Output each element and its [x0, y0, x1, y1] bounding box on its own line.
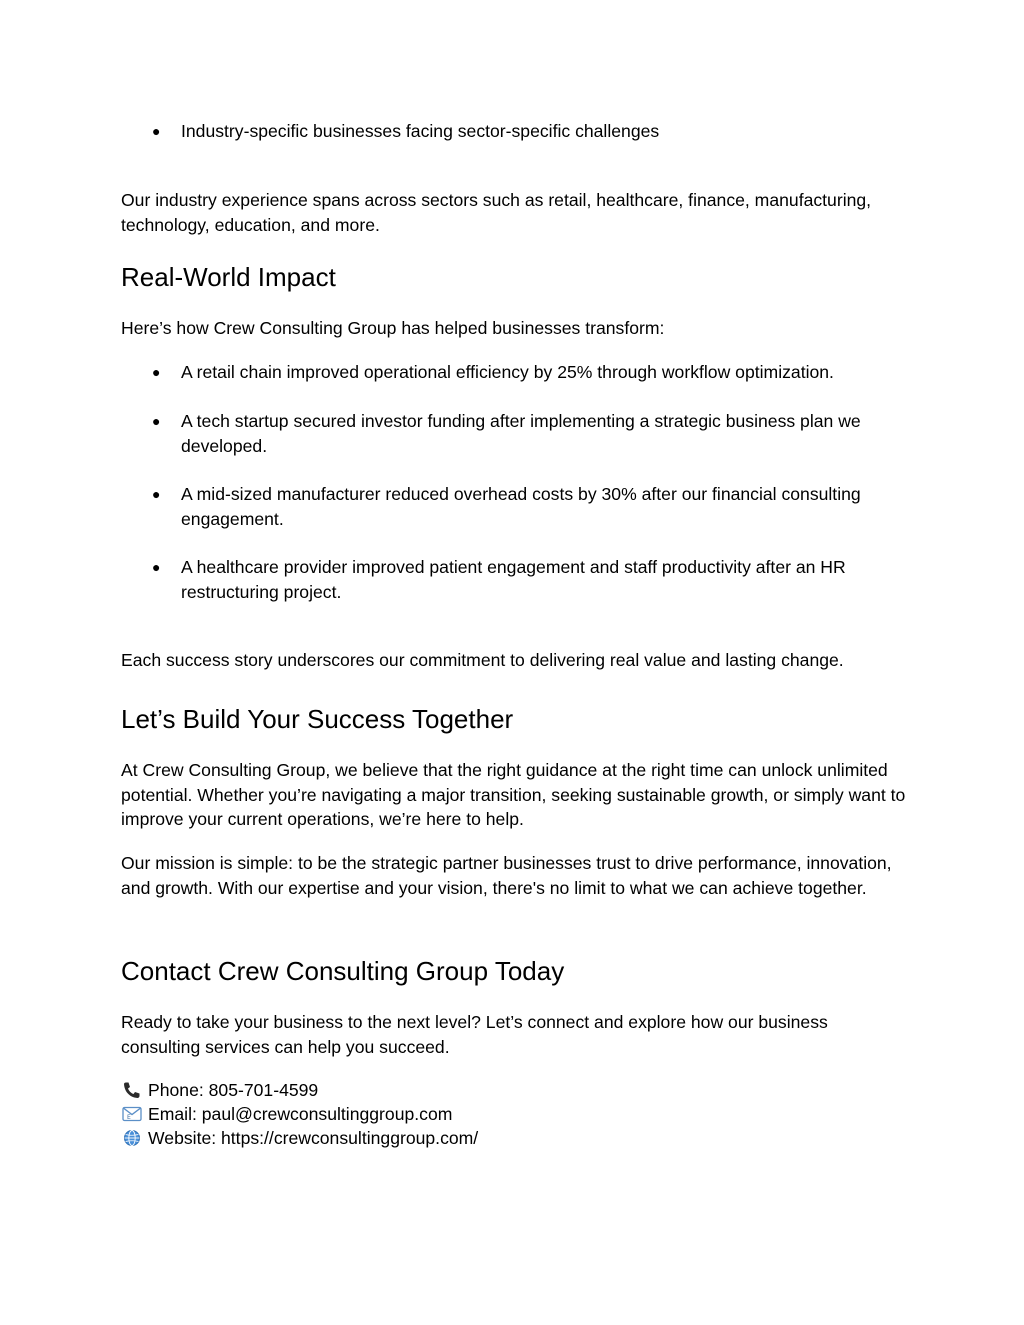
svg-text:E: E — [127, 1114, 131, 1121]
bullet: ● — [152, 486, 161, 502]
industry-paragraph: Our industry experience spans across sectors such as retail, healthcare, finance, manufacturing, technology, education, and more. — [121, 190, 872, 235]
bullet: ● — [152, 413, 161, 429]
list-item-text: A mid-sized manufacturer reduced overhead costs by 30% after our financial consulting engagement. — [181, 484, 861, 529]
email-icon — [121, 1105, 143, 1123]
section-heading-impact: Real-World Impact — [121, 262, 336, 292]
phone-text[interactable]: Phone: 805-701-4599 — [148, 1080, 319, 1100]
section-heading-contact: Contact Crew Consulting Group Today — [121, 956, 565, 986]
phone-icon — [121, 1081, 143, 1099]
list-item-text: A tech startup secured investor funding after implementing a strategic business plan we developed. — [181, 411, 861, 456]
bullet: ● — [152, 123, 161, 139]
contact-website — [121, 1126, 478, 1151]
list-item — [121, 119, 911, 144]
build-paragraph-1: At Crew Consulting Group, we believe that the right guidance at the right time can unlock unlimited potential. Whether you’re navigating a major transition, seeking sustainable growth, or simply want to improve your current operations, we’re here to help. — [121, 760, 906, 829]
impact-lead: Here’s how Crew Consulting Group has helped businesses transform: — [121, 318, 665, 338]
contact-phone — [121, 1078, 318, 1103]
list-item — [121, 409, 911, 458]
list-item — [121, 482, 911, 531]
bullet: ● — [152, 559, 161, 575]
impact-closing: Each success story underscores our commitment to delivering real value and lasting change. — [121, 650, 844, 670]
build-paragraph-2: Our mission is simple: to be the strategic partner businesses trust to drive performance, innovation, and growth. With our expertise and your vision, there's no limit to what we can achieve together. — [121, 853, 892, 898]
contact-email — [121, 1102, 452, 1127]
list-item — [121, 555, 911, 604]
list-item — [121, 360, 911, 385]
globe-icon — [121, 1129, 143, 1147]
bullet: ● — [152, 364, 161, 380]
list-item-text: Industry-specific businesses facing sector-specific challenges — [181, 121, 660, 141]
list-item-text: A healthcare provider improved patient engagement and staff productivity after an HR restructuring project. — [181, 557, 846, 602]
website-text[interactable]: Website: https://crewconsultinggroup.com/ — [148, 1128, 479, 1148]
list-item-text: A retail chain improved operational efficiency by 25% through workflow optimization. — [181, 362, 834, 382]
email-text[interactable]: Email: paul@crewconsultinggroup.com — [148, 1104, 453, 1124]
contact-lead: Ready to take your business to the next level? Let’s connect and explore how our business consulting services can help you succeed. — [121, 1012, 828, 1057]
section-heading-build: Let’s Build Your Success Together — [121, 704, 514, 734]
